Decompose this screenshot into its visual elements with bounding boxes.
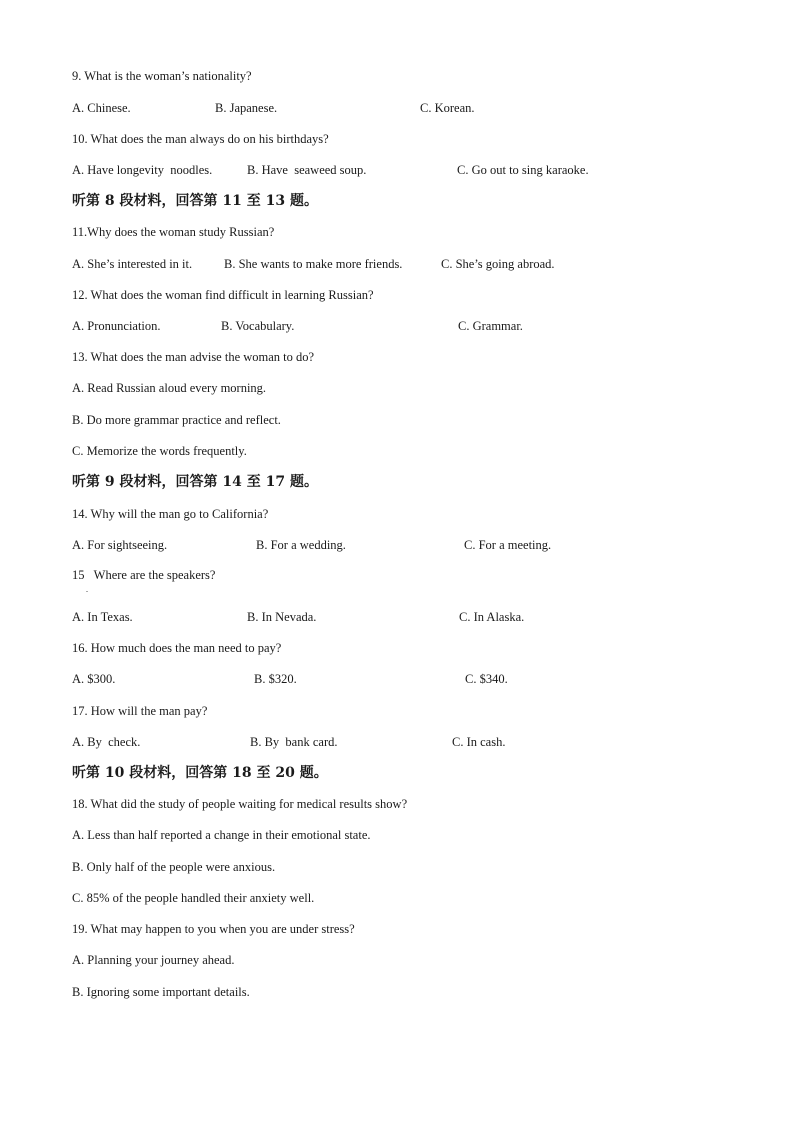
- q16-option-b: B. $320.: [254, 672, 297, 686]
- question-13: 13. What does the man advise the woman to do?: [72, 350, 315, 364]
- q14-option-a: A. For sightseeing.: [72, 538, 168, 552]
- q19-option-b: B. Ignoring some important details.: [72, 985, 250, 999]
- q16-option-c: C. $340.: [465, 672, 508, 686]
- q11-option-b: B. She wants to make more friends.: [224, 257, 403, 271]
- q9-option-a: A. Chinese.: [72, 101, 131, 115]
- question-15: 15 Where are the speakers?: [72, 568, 216, 582]
- question-16: 16. How much does the man need to pay?: [72, 641, 282, 655]
- question-11: 11.Why does the woman study Russian?: [72, 225, 275, 239]
- q16-option-a: A. $300.: [72, 672, 116, 686]
- q15-option-b: B. In Nevada.: [247, 610, 317, 624]
- q11-option-a: A. She’s interested in it.: [72, 257, 193, 271]
- question-18: 18. What did the study of people waiting for medical results show?: [72, 797, 408, 811]
- q10-option-c: C. Go out to sing karaoke.: [457, 163, 589, 177]
- section-10-heading: 听第 10 段材料，回答第 18 至 20 题。: [72, 765, 328, 781]
- q14-option-c: C. For a meeting.: [464, 538, 552, 552]
- q13-option-c: C. Memorize the words frequently.: [72, 444, 247, 458]
- q19-option-a: A. Planning your journey ahead.: [72, 953, 235, 967]
- q14-option-b: B. For a wedding.: [256, 538, 346, 552]
- q13-option-b: B. Do more grammar practice and reflect.: [72, 413, 281, 427]
- q17-option-c: C. In cash.: [452, 735, 506, 749]
- q18-option-b: B. Only half of the people were anxious.: [72, 860, 276, 874]
- question-12: 12. What does the woman find difficult in learning Russian?: [72, 288, 374, 302]
- question-19: 19. What may happen to you when you are under stress?: [72, 922, 355, 936]
- section-8-heading: 听第 8 段材料，回答第 11 至 13 题。: [72, 193, 318, 209]
- q15-option-a: A. In Texas.: [72, 610, 133, 624]
- q18-option-a: A. Less than half reported a change in their emotional state.: [72, 828, 371, 842]
- q12-option-b: B. Vocabulary.: [221, 319, 295, 333]
- q12-option-a: A. Pronunciation.: [72, 319, 161, 333]
- q15-option-c: C. In Alaska.: [459, 610, 525, 624]
- question-17: 17. How will the man pay?: [72, 704, 208, 718]
- q12-option-c: C. Grammar.: [458, 319, 523, 333]
- q17-option-a: A. By check.: [72, 735, 141, 749]
- section-9-heading: 听第 9 段材料，回答第 14 至 17 题。: [72, 474, 318, 490]
- question-9: 9. What is the woman’s nationality?: [72, 69, 252, 83]
- q10-option-b: B. Have seaweed soup.: [247, 163, 367, 177]
- question-14: 14. Why will the man go to California?: [72, 507, 269, 521]
- q9-option-b: B. Japanese.: [215, 101, 278, 115]
- question-10: 10. What does the man always do on his birthdays?: [72, 132, 329, 146]
- stray-dot: .: [86, 585, 88, 594]
- q9-option-c: C. Korean.: [420, 101, 475, 115]
- q17-option-b: B. By bank card.: [250, 735, 338, 749]
- q13-option-a: A. Read Russian aloud every morning.: [72, 381, 267, 395]
- q10-option-a: A. Have longevity noodles.: [72, 163, 213, 177]
- q18-option-c: C. 85% of the people handled their anxiety well.: [72, 891, 315, 905]
- q11-option-c: C. She’s going abroad.: [441, 257, 555, 271]
